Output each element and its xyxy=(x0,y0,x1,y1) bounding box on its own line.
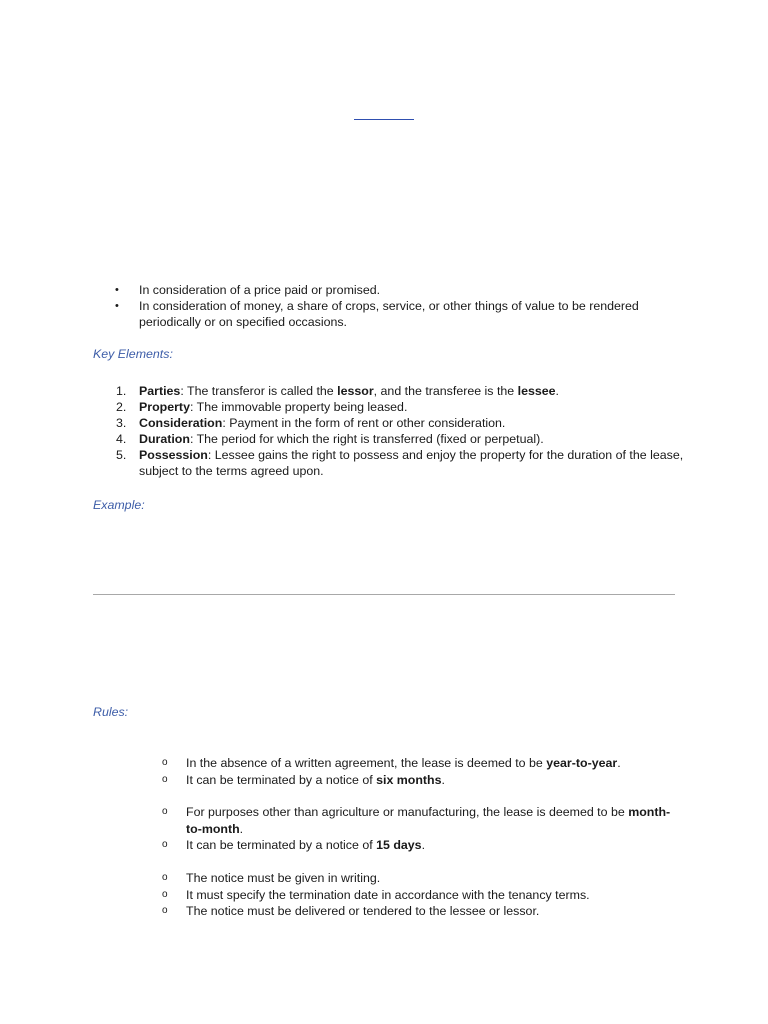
list-item: o It can be terminated by a notice of six months. xyxy=(162,772,445,787)
bullet-icon: • xyxy=(115,300,119,312)
circle-bullet-icon: o xyxy=(162,905,168,916)
list-item: 2. Property: The immovable property being leased. xyxy=(116,400,408,414)
list-item: o The notice must be given in writing. xyxy=(162,871,381,885)
rules-group-agricultural xyxy=(160,755,680,788)
circle-bullet-icon: o xyxy=(162,872,168,883)
circle-bullet-icon: o xyxy=(162,773,168,785)
rules-group-notice xyxy=(160,870,680,920)
circle-bullet-icon: o xyxy=(162,806,168,817)
list-item: • In consideration of money, a share of crops, service, or other things of value to be rendered periodically or on specified occasions. xyxy=(115,299,639,329)
list-item: o It must specify the termination date in accordance with the tenancy terms. xyxy=(162,887,590,902)
bullet-icon: • xyxy=(115,284,119,296)
circle-bullet-icon: o xyxy=(162,888,168,900)
key-elements-heading: Key Elements: xyxy=(93,347,173,361)
list-item: o It can be terminated by a notice of 15 days. xyxy=(162,838,426,852)
rules-group-other-purposes xyxy=(160,804,680,854)
rules-heading: Rules: xyxy=(93,705,129,719)
title-link-underline[interactable] xyxy=(354,119,414,120)
list-item: 4. Duration: The period for which the right is transferred (fixed or perpetual). xyxy=(116,432,544,446)
list-item: o The notice must be delivered or tendered to the lessee or lessor. xyxy=(162,904,540,918)
list-item: o In the absence of a written agreement, the lease is deemed to be year-to-year. xyxy=(162,756,621,770)
consideration-bullet-list xyxy=(112,282,692,330)
circle-bullet-icon: o xyxy=(162,757,168,768)
list-item: 3. Consideration: Payment in the form of rent or other consideration. xyxy=(116,416,506,430)
list-item: 5. Possession: Lessee gains the right to possess and enjoy the property for the duration of the lease, subject to the terms agreed upon. xyxy=(116,448,684,478)
circle-bullet-icon: o xyxy=(162,839,168,850)
example-heading: Example: xyxy=(93,498,145,512)
list-item: 1. Parties: The transferor is called the lessor, and the transferee is the lessee. xyxy=(116,384,559,398)
list-item: o For purposes other than agriculture or manufacturing, the lease is deemed to be month-to-month. xyxy=(162,805,671,836)
key-elements-list xyxy=(112,383,692,479)
list-item: • In consideration of a price paid or promised. xyxy=(115,283,381,297)
horizontal-divider xyxy=(93,594,675,595)
